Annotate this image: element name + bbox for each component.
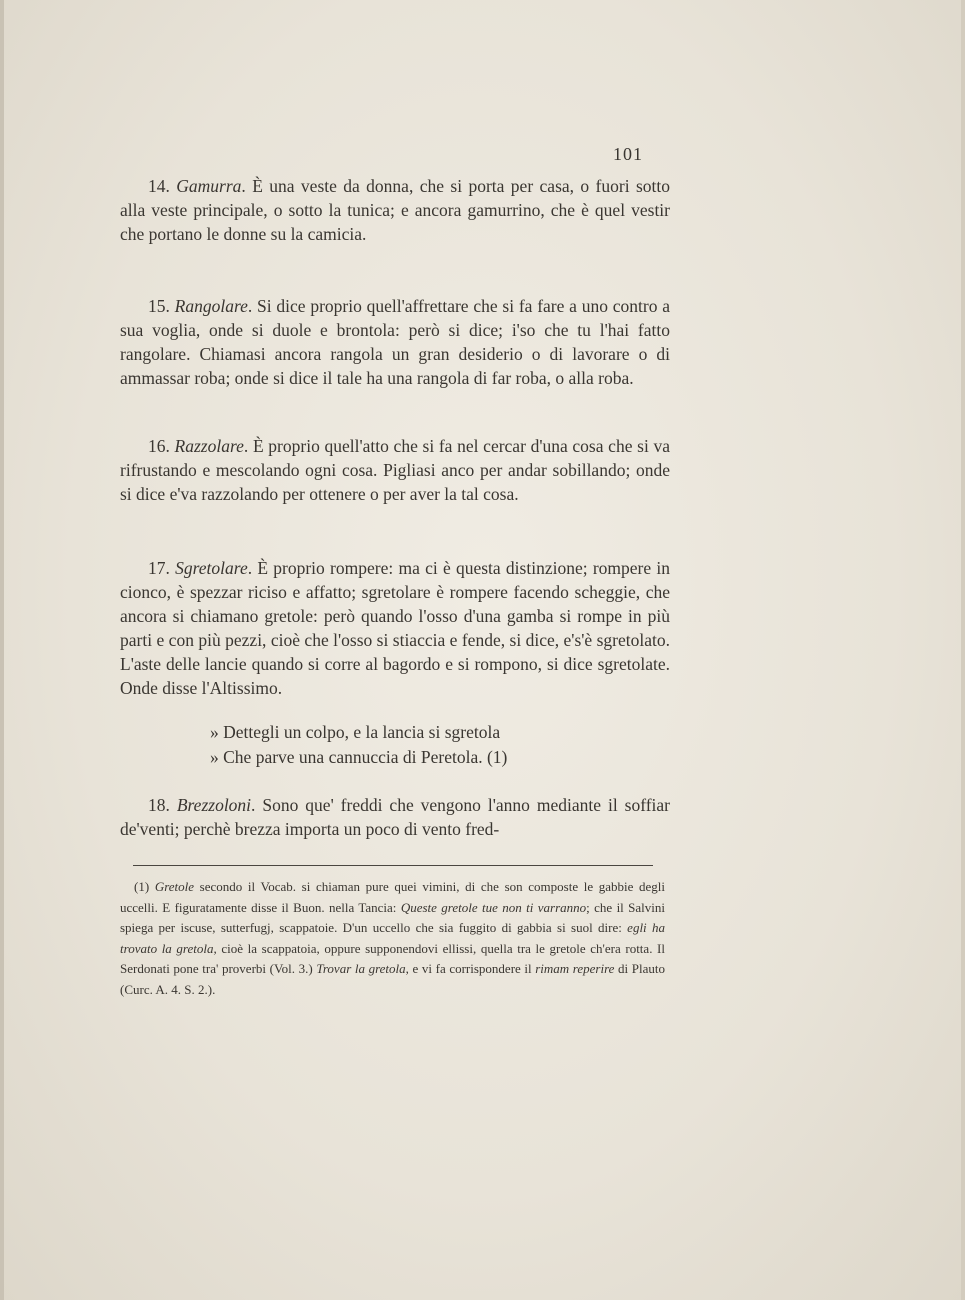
entry-text: . È proprio rompere: ma ci è questa distinzione; rompere in cionco, è spezzar riciso e affatto; sgretolare è rompere facendo scheggie, che ancora si chiamano gretole: però quando l'osso d'una gamba si rompe in più parti e con più pezzi, cioè che l'osso si stiaccia e fende, si dice, e's'è sgretolato. L'aste delle lancie quando si corre al bagordo e si rompono, si dice sgretolate. Onde disse l'Altissimo. bbox=[120, 558, 670, 698]
entry-text: . Sono que' freddi che vengono l'anno mediante il soffiar de'venti; perchè brezza importa un poco di vento fred- bbox=[120, 795, 670, 839]
entry-number: 15. bbox=[148, 296, 170, 316]
footnote-divider bbox=[133, 865, 653, 866]
entry-number: 16. bbox=[148, 436, 170, 456]
footnote-text: di Plauto (Curc. A. 4. S. 2.). bbox=[120, 961, 665, 997]
entry-term: Gamurra bbox=[176, 176, 242, 196]
footnote-quote: Trovar la gretola bbox=[316, 961, 406, 976]
footnote-quote: egli ha trovato la gretola, bbox=[120, 920, 665, 956]
entry-18 bbox=[120, 793, 670, 841]
footnote-text: cioè la scappatoia, oppure supponendovi ellissi, quella tra le gretole ch'era rotta. Il Serdonati pone tra' proverbi (Vol. 3.) bbox=[120, 940, 665, 976]
footnote-text: , e vi fa corrispondere il bbox=[405, 961, 536, 976]
entry-text: . Si dice proprio quell'affrettare che si fa fare a uno contro a sua voglia, onde si duole e brontola: però si dice; i'so che tu l'hai fatto rangolare. Chiamasi ancora rangola un gran desiderio o di lavorare o di ammassar roba; onde si dice il tale ha una rangola di far roba, o alla roba. bbox=[120, 296, 670, 388]
verse-line-2: » Che parve una cannuccia di Peretola. (1) bbox=[210, 747, 508, 767]
entry-number: 14. bbox=[148, 176, 170, 196]
footnote-term: Gretole bbox=[154, 879, 195, 894]
footnote-number: (1) bbox=[134, 879, 150, 894]
entry-text: . È una veste da donna, che si porta per casa, o fuori sotto alla veste principale, o sotto la tunica; e ancora gamurrino, che è quel vestir che portano le donne su la camicia. bbox=[120, 176, 670, 244]
entry-number: 18. bbox=[148, 795, 170, 815]
entry-number: 17. bbox=[148, 558, 170, 578]
entry-14 bbox=[120, 174, 670, 246]
entry-term: Sgretolare bbox=[175, 558, 248, 578]
entry-term: Brezzoloni bbox=[176, 795, 252, 815]
footnote-text: secondo il Vocab. si chiaman pure quei vimini, di che son composte le gabbie degli uccelli. E figuratamente disse il Buon. nella Tancia: bbox=[120, 879, 665, 915]
entry-term: Rangolare bbox=[174, 296, 248, 316]
entry-17 bbox=[120, 556, 670, 700]
entry-15 bbox=[120, 294, 670, 390]
footnote-1 bbox=[120, 877, 665, 1000]
page-edge-left bbox=[0, 0, 4, 1300]
entry-term: Razzolare bbox=[174, 436, 244, 456]
entry-16 bbox=[120, 434, 670, 506]
verse-line-1: » Dettegli un colpo, e la lancia si sgretola bbox=[210, 722, 501, 742]
entry-text: . È proprio quell'atto che si fa nel cercar d'una cosa che si va rifrustando e mescolando ogni cosa. Pigliasi anco per andar sobillando; onde si dice e'va razzolando per ottenere o per aver la tal cosa. bbox=[120, 436, 670, 504]
footnote-quote: Queste gretole tue non ti varranno bbox=[400, 899, 587, 915]
footnote-quote: rimam reperire bbox=[535, 961, 615, 976]
footnote-text: ; che il Salvini spiega per iscuse, sutterfugj, scappatoie. D'un uccello che sia fuggito di gabbia si suol dire: bbox=[120, 899, 666, 935]
page-number: 101 bbox=[613, 144, 643, 164]
page-edge-right bbox=[961, 0, 965, 1300]
